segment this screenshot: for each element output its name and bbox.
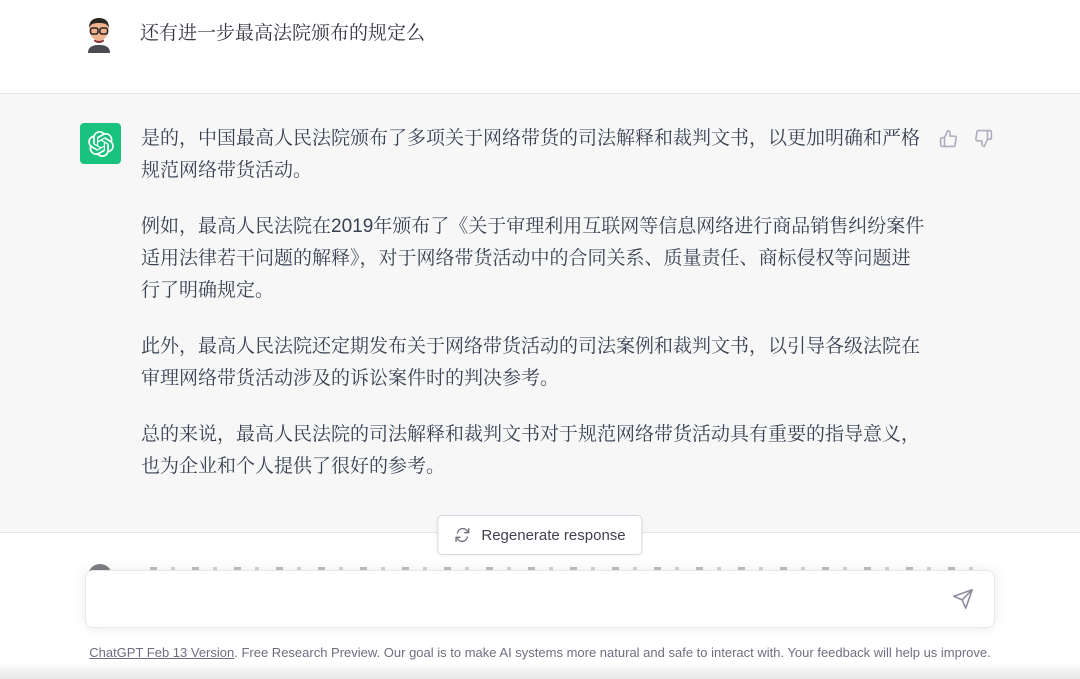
user-message-row <box>0 0 1080 93</box>
user-avatar <box>80 15 118 53</box>
thumbs-down-button[interactable] <box>972 127 995 150</box>
feedback-buttons <box>937 127 995 150</box>
chat-input[interactable] <box>102 581 942 619</box>
assistant-paragraph: 此外，最高人民法院还定期发布关于网络带货活动的司法案例和裁判文书，以引导各级法院在审理网络带货活动涉及的诉讼案件时的判决参考。 <box>141 336 921 389</box>
footer-text: . Free Research Preview. Our goal is to make AI systems more natural and safe to interact with. Your feedback will help us improve. <box>234 645 991 660</box>
regenerate-icon <box>454 527 470 543</box>
assistant-avatar <box>80 123 121 164</box>
user-message-text: 还有进一步最高法院颁布的规定么 <box>140 23 426 44</box>
version-link[interactable]: ChatGPT Feb 13 Version <box>89 645 235 660</box>
assistant-paragraph: 是的，中国最高人民法院颁布了多项关于网络带货的司法解释和裁判文书，以更加明确和严格规范网络带货活动。 <box>141 128 921 181</box>
openai-logo-icon <box>88 131 114 157</box>
assistant-paragraph: 例如，最高人民法院在2019年颁布了《关于审理利用互联网等信息网络进行商品销售纠纷案件适用法律若干问题的解释》，对于网络带货活动中的合同关系、质量责任、商标侵权等问题进行了明确规定。 <box>141 216 925 301</box>
regenerate-label: Regenerate response <box>481 526 626 544</box>
send-button[interactable] <box>948 584 978 614</box>
send-icon <box>952 588 974 610</box>
thumbs-down-icon <box>974 129 993 148</box>
assistant-message-row <box>0 93 1080 533</box>
regenerate-response-button[interactable] <box>437 515 642 555</box>
thumbs-up-icon <box>939 129 958 148</box>
assistant-paragraph: 总的来说，最高人民法院的司法解释和裁判文书对于规范网络带货活动具有重要的指导意义，也为企业和个人提供了很好的参考。 <box>141 424 921 477</box>
thumbs-up-button[interactable] <box>937 127 960 150</box>
message-composer <box>85 570 995 628</box>
assistant-message-text <box>141 123 927 483</box>
bottom-fade <box>0 663 1080 679</box>
footer-disclaimer <box>0 645 1080 660</box>
user-avatar-photo <box>80 15 118 53</box>
